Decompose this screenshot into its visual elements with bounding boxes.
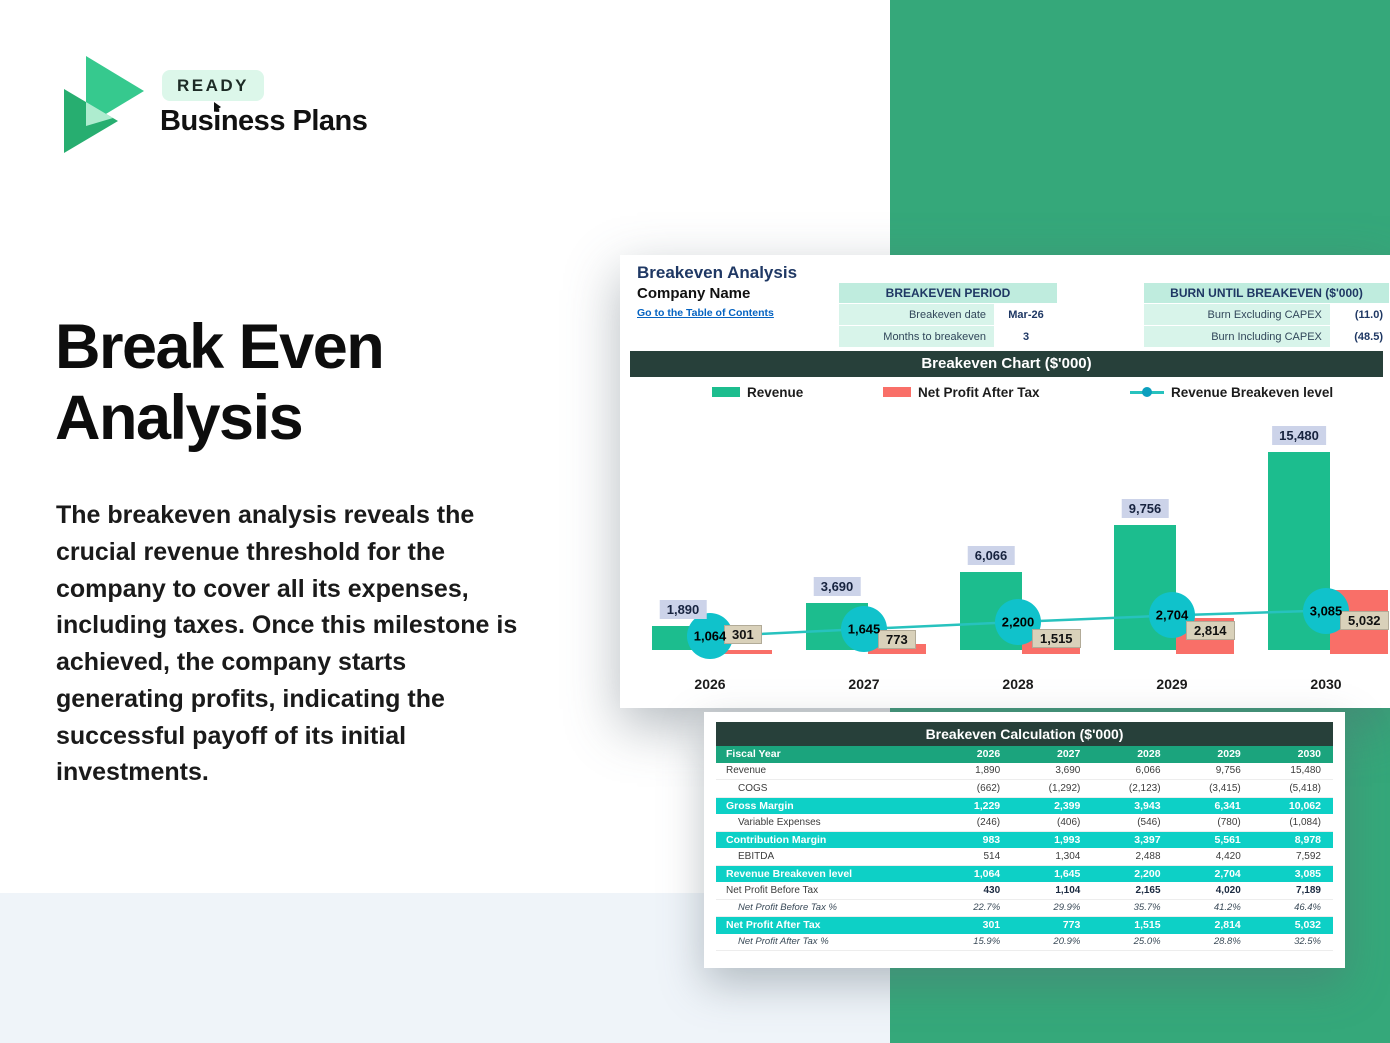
- logo-play-icon: [58, 52, 150, 156]
- table-cell: (5,418): [1253, 780, 1333, 798]
- table-cell: 1,890: [932, 763, 1012, 780]
- table-cell: 25.0%: [1092, 934, 1172, 951]
- revenue-data-label: 15,480: [1272, 426, 1326, 445]
- page-title-line1: Break Even: [55, 312, 384, 382]
- table-cell: 15,480: [1253, 763, 1333, 780]
- table-cell: 301: [932, 917, 1012, 934]
- brand-play-dot-icon: [214, 102, 221, 112]
- table-cell: (1,292): [1012, 780, 1092, 798]
- table-row: [716, 763, 1333, 780]
- table-cell: (406): [1012, 814, 1092, 831]
- burn-until-breakeven-table: [1143, 282, 1390, 348]
- table-cell: 2,814: [1173, 917, 1253, 934]
- table-cell: Gross Margin: [716, 797, 932, 814]
- table-row: [716, 780, 1333, 798]
- table-cell: 1,993: [1012, 831, 1092, 848]
- table-cell: 1,304: [1012, 848, 1092, 865]
- table-cell: (780): [1173, 814, 1253, 831]
- page-title: [55, 312, 383, 454]
- table-cell: 514: [932, 848, 1012, 865]
- table-row: [716, 882, 1333, 899]
- table-cell: 3,085: [1253, 865, 1333, 882]
- table-cell: 2,399: [1012, 797, 1092, 814]
- table-cell: COGS: [716, 780, 932, 798]
- table-row: [716, 865, 1333, 882]
- table-cell: 2026: [932, 746, 1012, 763]
- table-cell: 1,229: [932, 797, 1012, 814]
- table-of-contents-link[interactable]: Go to the Table of Contents: [637, 307, 774, 319]
- table-cell: 4,420: [1173, 848, 1253, 865]
- table-cell: 2,704: [1173, 865, 1253, 882]
- breakeven-sheet-card: [620, 255, 1390, 708]
- table-cell: Fiscal Year: [716, 746, 932, 763]
- breakeven-line-legend-icon: [1130, 391, 1164, 394]
- table-cell: Net Profit Before Tax: [716, 882, 932, 899]
- ready-badge: READY: [162, 70, 264, 101]
- table-cell: 7,592: [1253, 848, 1333, 865]
- table-cell: 1,064: [932, 865, 1012, 882]
- legend-label: Revenue: [747, 384, 804, 400]
- table-cell: 430: [932, 882, 1012, 899]
- revenue-data-label: 6,066: [968, 546, 1015, 565]
- burn-row-label: Burn Excluding CAPEX: [1144, 304, 1330, 325]
- table-cell: 1,515: [1092, 917, 1172, 934]
- table-cell: (2,123): [1092, 780, 1172, 798]
- table-cell: 3,397: [1092, 831, 1172, 848]
- company-name: Company Name: [637, 285, 751, 302]
- table-cell: 35.7%: [1092, 899, 1172, 917]
- table-cell: 5,561: [1173, 831, 1253, 848]
- npat-data-label: 5,032: [1340, 611, 1389, 630]
- chart-title-bar: Breakeven Chart ($'000): [630, 351, 1383, 377]
- net-profit-legend-swatch: [883, 387, 911, 397]
- breakeven-data-label: 3,085: [1309, 603, 1343, 619]
- period-row-value: Mar-26: [995, 304, 1057, 325]
- fiscal-year-header-row: [716, 746, 1333, 763]
- npat-data-label: 2,814: [1186, 621, 1235, 640]
- npat-data-label: 1,515: [1032, 629, 1081, 648]
- period-row-label: Months to breakeven: [839, 326, 994, 347]
- x-axis-label: 2030: [1310, 676, 1342, 692]
- table-cell: 6,341: [1173, 797, 1253, 814]
- x-axis-label: 2028: [1002, 676, 1034, 692]
- table-cell: Contribution Margin: [716, 831, 932, 848]
- table-cell: Net Profit After Tax %: [716, 934, 932, 951]
- table-cell: 2030: [1253, 746, 1333, 763]
- table-cell: 29.9%: [1012, 899, 1092, 917]
- period-table-header: BREAKEVEN PERIOD: [839, 283, 1057, 303]
- burn-row-value: (11.0): [1331, 304, 1389, 325]
- table-cell: Variable Expenses: [716, 814, 932, 831]
- table-cell: 4,020: [1173, 882, 1253, 899]
- revenue-data-label: 9,756: [1122, 499, 1169, 518]
- table-cell: 1,645: [1012, 865, 1092, 882]
- breakeven-calculation-card: [704, 712, 1345, 968]
- table-row: [716, 814, 1333, 831]
- table-cell: Net Profit Before Tax %: [716, 899, 932, 917]
- table-cell: 9,756: [1173, 763, 1253, 780]
- table-cell: 7,189: [1253, 882, 1333, 899]
- page-title-line2: Analysis: [55, 383, 303, 454]
- revenue-data-label: 1,890: [660, 600, 707, 619]
- legend-label: Net Profit After Tax: [918, 384, 1040, 400]
- table-cell: 15.9%: [932, 934, 1012, 951]
- table-cell: 32.5%: [1253, 934, 1333, 951]
- period-row-label: Breakeven date: [839, 304, 994, 325]
- legend-item-breakeven: [1130, 384, 1333, 400]
- table-cell: 2027: [1012, 746, 1092, 763]
- logo: [58, 50, 458, 160]
- table-cell: 983: [932, 831, 1012, 848]
- table-cell: Net Profit After Tax: [716, 917, 932, 934]
- table-cell: 2,488: [1092, 848, 1172, 865]
- npat-data-label: 773: [878, 630, 916, 649]
- table-cell: 3,943: [1092, 797, 1172, 814]
- revenue-legend-swatch: [712, 387, 740, 397]
- legend-item-net-profit: [883, 384, 1040, 400]
- breakeven-calculation-table: [716, 746, 1333, 951]
- table-cell: 1,104: [1012, 882, 1092, 899]
- npat-data-label: 301: [724, 625, 762, 644]
- table-cell: 41.2%: [1173, 899, 1253, 917]
- burn-row-label: Burn Including CAPEX: [1144, 326, 1330, 347]
- breakeven-data-label: 1,064: [693, 628, 727, 644]
- x-axis-label: 2027: [848, 676, 880, 692]
- table-cell: 10,062: [1253, 797, 1333, 814]
- table-cell: (3,415): [1173, 780, 1253, 798]
- table-cell: 3,690: [1012, 763, 1092, 780]
- legend-label: Revenue Breakeven level: [1171, 384, 1334, 400]
- breakeven-period-table: [838, 282, 1058, 348]
- table-cell: 773: [1012, 917, 1092, 934]
- breakeven-data-label: 2,200: [1001, 614, 1035, 630]
- table-cell: 2,165: [1092, 882, 1172, 899]
- period-row-value: 3: [995, 326, 1057, 347]
- breakeven-data-label: 2,704: [1155, 607, 1189, 623]
- burn-table-header: BURN UNTIL BREAKEVEN ($'000): [1144, 283, 1389, 303]
- table-cell: 20.9%: [1012, 934, 1092, 951]
- table-cell: Revenue: [716, 763, 932, 780]
- hero-paragraph: The breakeven analysis reveals the crucial revenue threshold for the company to cover all its expenses, including taxes. Once this milestone is achieved, the company starts generating profits, indicating the successful payoff of its initial investments.: [56, 501, 518, 787]
- table-cell: (246): [932, 814, 1012, 831]
- x-axis-label: 2029: [1156, 676, 1188, 692]
- table-row: [716, 831, 1333, 848]
- table-cell: 2,200: [1092, 865, 1172, 882]
- table-row: [716, 899, 1333, 917]
- burn-row-value: (48.5): [1331, 326, 1389, 347]
- table-cell: (1,084): [1253, 814, 1333, 831]
- revenue-data-label: 3,690: [814, 577, 861, 596]
- table-cell: 2028: [1092, 746, 1172, 763]
- table-row: [716, 917, 1333, 934]
- table-cell: 28.8%: [1173, 934, 1253, 951]
- table-cell: 22.7%: [932, 899, 1012, 917]
- brand-name: Business Plans: [160, 105, 368, 137]
- table-row: [716, 797, 1333, 814]
- table-cell: (662): [932, 780, 1012, 798]
- table-cell: 2029: [1173, 746, 1253, 763]
- table-row: [716, 848, 1333, 865]
- table-row: [716, 934, 1333, 951]
- table-cell: 6,066: [1092, 763, 1172, 780]
- table-cell: (546): [1092, 814, 1172, 831]
- breakeven-data-label: 1,645: [847, 621, 881, 637]
- table-cell: 8,978: [1253, 831, 1333, 848]
- table-cell: Revenue Breakeven level: [716, 865, 932, 882]
- table-cell: 5,032: [1253, 917, 1333, 934]
- table-cell: EBITDA: [716, 848, 932, 865]
- table-cell: 46.4%: [1253, 899, 1333, 917]
- x-axis-label: 2026: [694, 676, 726, 692]
- calc-title-bar: Breakeven Calculation ($'000): [716, 722, 1333, 746]
- legend-item-revenue: [712, 384, 803, 400]
- sheet-title: Breakeven Analysis: [637, 263, 798, 282]
